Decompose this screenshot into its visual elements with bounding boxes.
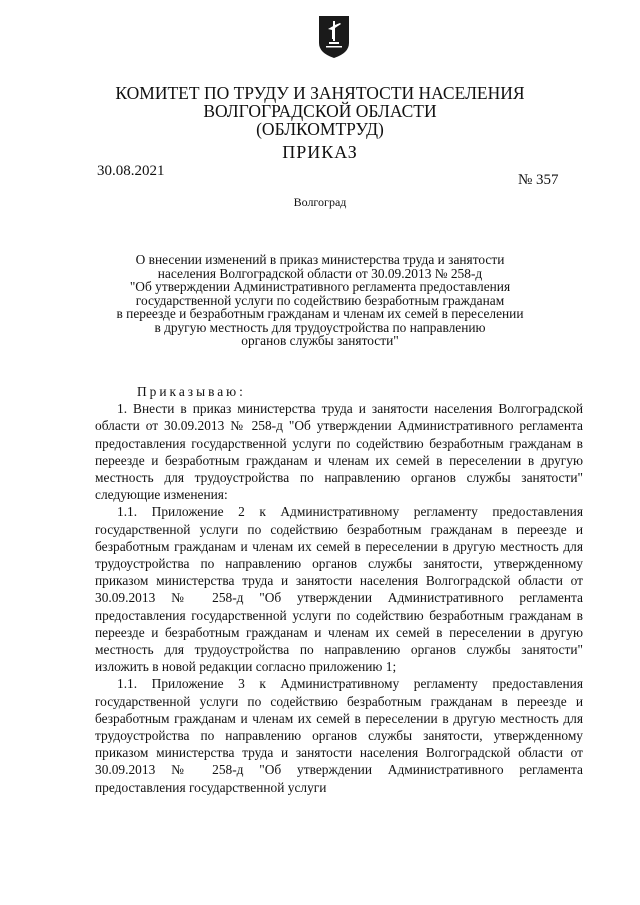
subject-line: в переезде и безработным гражданам и членам их семей в переселении (116, 306, 524, 321)
document-body (95, 383, 583, 796)
subject-line: государственной услуги по содействию безработным гражданам (135, 292, 505, 308)
coat-of-arms-icon (318, 15, 350, 59)
org-line: ВОЛГОГРАДСКОЙ ОБЛАСТИ (203, 101, 437, 121)
document-number: № 357 (518, 172, 559, 188)
document-type: ПРИКАЗ (282, 142, 358, 162)
document-date: 30.08.2021 (97, 163, 165, 179)
body-paragraph: 1.1. Приложение 2 к Административному регламенту предоставления государственной услуги по содействию безработным гражданам в переезде и безработным гражданам и членам их семей в переселении в другую местность для трудоустройства по направлению органов службы занятости, утвержденному приказом министерства труда и занятости населения Волгоградской области от 30.09.2013 № 258-д "Об утверждении Административного регламента предоставления государственной услуги по содействию безработным гражданам в переезде и безработным гражданам и членам их семей в переселении в другую местность для трудоустройства по направлению органов службы занятости" изложить в новой редакции согласно приложению 1; (95, 504, 583, 675)
org-line: КОМИТЕТ ПО ТРУДУ И ЗАНЯТОСТИ НАСЕЛЕНИЯ (115, 83, 525, 103)
orders-word: Приказываю: (137, 384, 246, 399)
subject-line: органов службы занятости" (241, 333, 399, 348)
body-paragraph: 1.1. Приложение 3 к Административному регламенту предоставления государственной услуги по содействию безработным гражданам в переезде и безработным гражданам и членам их семей в переселении в другую местность для трудоустройства по направлению органов службы занятости, утвержденному приказом министерства труда и занятости населения Волгоградской области от 30.09.2013 № 258-д "Об утверждении Административного регламента предоставления государственной услуги (95, 676, 583, 795)
subject-line: О внесении изменений в приказ министерства труда и занятости (135, 252, 505, 267)
document-subject (0, 253, 640, 348)
subject-line: в другую местность для трудоустройства по направлению (154, 319, 486, 335)
document-city: Волгоград (293, 195, 347, 209)
subject-line: "Об утверждении Административного регламента предоставления (129, 279, 511, 294)
organization-name (0, 84, 640, 138)
subject-line: населения Волгоградской области от 30.09.2013 № 258-д (157, 265, 483, 281)
org-line: (ОБЛКОМТРУД) (256, 119, 384, 139)
body-paragraph: 1. Внести в приказ министерства труда и занятости населения Волгоградской области от 30.09.2013 № 258-д "Об утверждении Административного регламента предоставления государственной услуги по содействию безработным гражданам в переезде и безработным гражданам и членам их семей в переселении в другую местность для трудоустройства по направлению органов службы занятости" следующие изменения: (95, 401, 583, 503)
